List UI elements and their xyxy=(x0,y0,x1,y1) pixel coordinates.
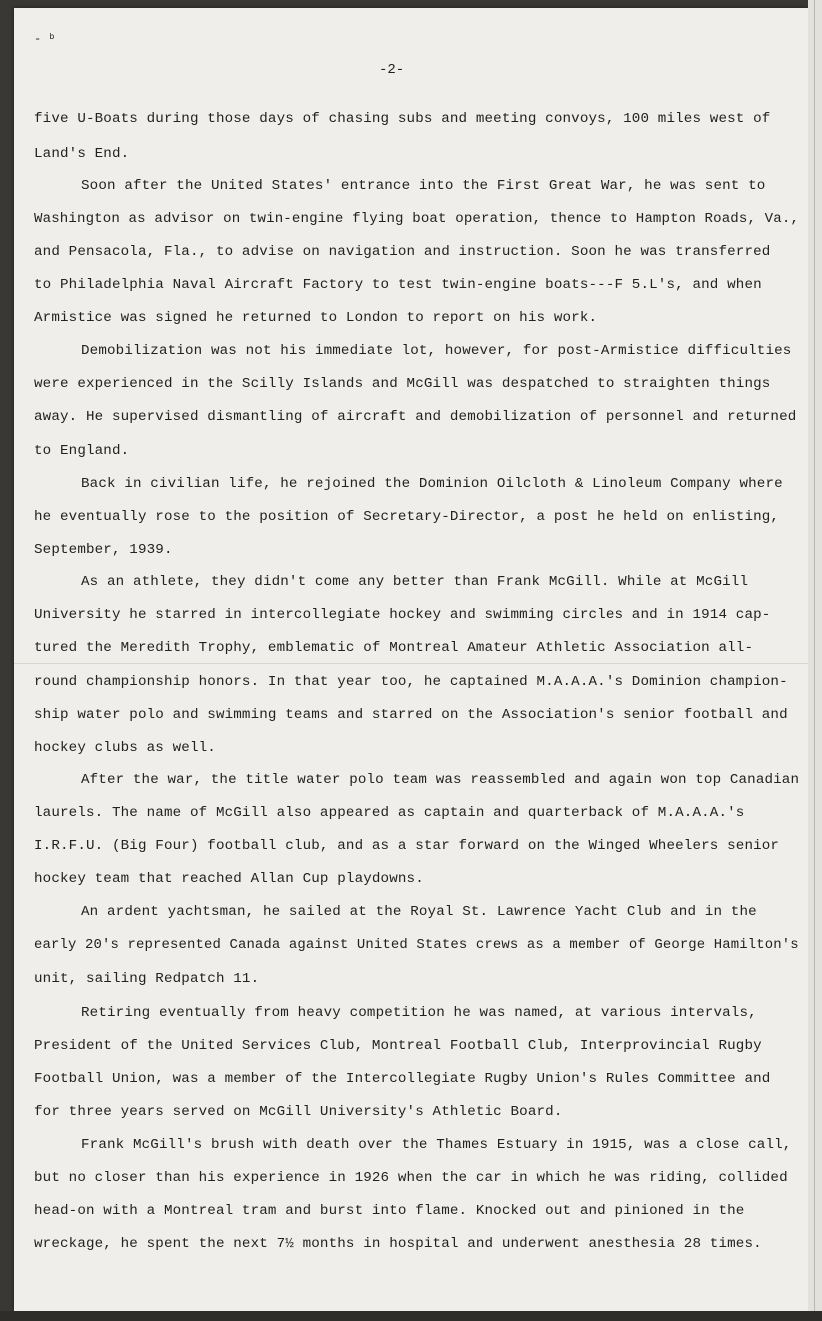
page-edge-line xyxy=(814,0,815,1321)
text-line: to England. xyxy=(34,443,130,459)
text-line: hockey team that reached Allan Cup playdowns. xyxy=(34,871,424,887)
page-number: -2- xyxy=(379,62,405,78)
document-page xyxy=(14,8,808,1311)
text-line: An ardent yachtsman, he sailed at the Royal St. Lawrence Yacht Club and in the xyxy=(81,904,757,920)
scan-border xyxy=(0,1311,822,1321)
text-line: September, 1939. xyxy=(34,542,173,558)
text-line: Washington as advisor on twin-engine flying boat operation, thence to Hampton Roads, Va., xyxy=(34,211,800,227)
text-line: Retiring eventually from heavy competition he was named, at various intervals, xyxy=(81,1005,757,1021)
text-line: Land's End. xyxy=(34,146,130,162)
body-text xyxy=(14,8,808,1311)
corner-mark: - ᵇ xyxy=(34,32,56,46)
text-line: As an athlete, they didn't come any better than Frank McGill. While at McGill xyxy=(81,574,749,590)
page-edge xyxy=(808,0,822,1321)
text-line: Frank McGill's brush with death over the Thames Estuary in 1915, was a close call, xyxy=(81,1137,792,1153)
text-line: were experienced in the Scilly Islands and McGill was despatched to straighten things xyxy=(34,376,771,392)
text-line: and Pensacola, Fla., to advise on navigation and instruction. Soon he was transferred xyxy=(34,244,771,260)
text-line: Soon after the United States' entrance into the First Great War, he was sent to xyxy=(81,178,766,194)
text-line: head-on with a Montreal tram and burst into flame. Knocked out and pinioned in the xyxy=(34,1203,745,1219)
text-line: for three years served on McGill University's Athletic Board. xyxy=(34,1104,563,1120)
text-line: After the war, the title water polo team was reassembled and again won top Canadian xyxy=(81,772,800,788)
text-line: Armistice was signed he returned to London to report on his work. xyxy=(34,310,598,326)
text-line: ship water polo and swimming teams and starred on the Association's senior football and xyxy=(34,707,788,723)
text-line: University he starred in intercollegiate hockey and swimming circles and in 1914 cap- xyxy=(34,607,771,623)
text-line: Demobilization was not his immediate lot, however, for post-Armistice difficulties xyxy=(81,343,792,359)
text-line: away. He supervised dismantling of aircraft and demobilization of personnel and returned xyxy=(34,409,797,425)
text-line: Back in civilian life, he rejoined the Dominion Oilcloth & Linoleum Company where xyxy=(81,476,783,492)
text-line: hockey clubs as well. xyxy=(34,740,216,756)
text-line: I.R.F.U. (Big Four) football club, and as a star forward on the Winged Wheelers senior xyxy=(34,838,780,854)
text-line: but no closer than his experience in 1926 when the car in which he was riding, collided xyxy=(34,1170,788,1186)
text-line: five U-Boats during those days of chasing subs and meeting convoys, 100 miles west of xyxy=(34,111,771,127)
text-line: he eventually rose to the position of Secretary-Director, a post he held on enlisting, xyxy=(34,509,780,525)
text-line: to Philadelphia Naval Aircraft Factory to test twin-engine boats---F 5.L's, and when xyxy=(34,277,762,293)
text-line: tured the Meredith Trophy, emblematic of Montreal Amateur Athletic Association all- xyxy=(34,640,754,656)
text-line: wreckage, he spent the next 7½ months in hospital and underwent anesthesia 28 times. xyxy=(34,1236,762,1252)
text-line: unit, sailing Redpatch 11. xyxy=(34,971,260,987)
text-line: round championship honors. In that year too, he captained M.A.A.A.'s Dominion champion- xyxy=(34,674,788,690)
text-line: early 20's represented Canada against United States crews as a member of George Hamilton's xyxy=(34,937,799,953)
text-line: Football Union, was a member of the Intercollegiate Rugby Union's Rules Committee and xyxy=(34,1071,771,1087)
text-line: laurels. The name of McGill also appeared as captain and quarterback of M.A.A.A.'s xyxy=(34,805,745,821)
text-line: President of the United Services Club, Montreal Football Club, Interprovincial Rugby xyxy=(34,1038,762,1054)
